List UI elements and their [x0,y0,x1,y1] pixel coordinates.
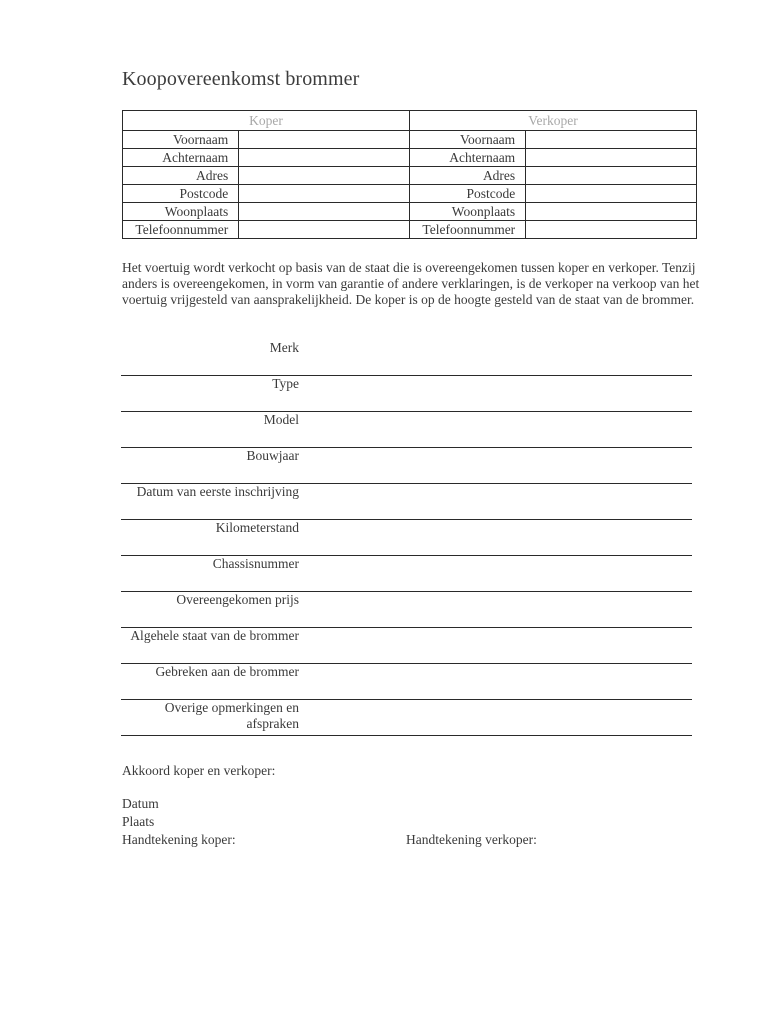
koper-postcode-field[interactable] [239,185,410,203]
koper-adres-label: Adres [123,167,239,185]
spec-label: Algehele staat van de brommer [130,628,299,643]
spec-row-merk [121,340,692,376]
signature-section [122,795,702,849]
koper-woonplaats-label: Woonplaats [123,203,239,221]
verkoper-achternaam-label: Achternaam [409,149,525,167]
spec-row-type [121,376,692,412]
spec-row-eerste-inschrijving [121,484,692,520]
buyer-signature-label: Handtekening koper: [122,832,236,847]
spec-row-chassisnummer [121,556,692,592]
date-label: Datum [122,796,159,811]
prijs-field[interactable] [306,592,692,626]
koper-header: Koper [123,111,410,131]
table-row [123,185,697,203]
spec-label: Type [272,376,299,391]
gebreken-field[interactable] [306,664,692,698]
verkoper-telefoonnummer-field[interactable] [526,221,697,239]
eerste-inschrijving-field[interactable] [306,484,692,518]
verkoper-telefoonnummer-label: Telefoonnummer [409,221,525,239]
spec-label: Bouwjaar [246,448,299,463]
intro-paragraph: Het voertuig wordt verkocht op basis van de staat die is overeengekomen tussen koper en verkoper. Tenzij anders is overeengekomen, in vorm van garantie of andere verklaringen, is de verkoper na verkoop van het voertuig vrijgesteld van aansprakelijkheid. De koper is op de hoogte gesteld van de staat van de brommer. [122,260,700,307]
verkoper-postcode-label: Postcode [409,185,525,203]
table-row [123,131,697,149]
spec-row-prijs [121,592,692,628]
verkoper-adres-label: Adres [409,167,525,185]
koper-telefoonnummer-field[interactable] [239,221,410,239]
vehicle-spec-list [121,340,692,736]
spec-row-gebreken [121,664,692,700]
spec-row-bouwjaar [121,448,692,484]
spec-label: Model [263,412,299,427]
table-row [123,203,697,221]
opmerkingen-field[interactable] [306,700,692,734]
verkoper-achternaam-field[interactable] [526,149,697,167]
table-row [123,221,697,239]
party-details-table [122,110,697,239]
spec-row-kilometerstand [121,520,692,556]
koper-achternaam-label: Achternaam [123,149,239,167]
seller-signature-label: Handtekening verkoper: [406,832,537,847]
koper-woonplaats-field[interactable] [239,203,410,221]
model-field[interactable] [306,412,692,446]
verkoper-adres-field[interactable] [526,167,697,185]
spec-label: Chassisnummer [212,556,299,571]
spec-label: Datum van eerste inschrijving [136,484,299,499]
spec-label: Kilometerstand [215,520,299,535]
spec-row-algehele-staat [121,628,692,664]
koper-adres-field[interactable] [239,167,410,185]
spec-label: Gebreken aan de brommer [155,664,299,679]
party-header-row [123,111,697,131]
verkoper-voornaam-label: Voornaam [409,131,525,149]
table-row [123,149,697,167]
koper-telefoonnummer-label: Telefoonnummer [123,221,239,239]
koper-achternaam-field[interactable] [239,149,410,167]
place-line [122,813,702,831]
verkoper-postcode-field[interactable] [526,185,697,203]
signature-line [122,831,702,849]
merk-field[interactable] [306,340,692,374]
koper-voornaam-label: Voornaam [123,131,239,149]
type-field[interactable] [306,376,692,410]
chassisnummer-field[interactable] [306,556,692,590]
verkoper-woonplaats-field[interactable] [526,203,697,221]
koper-voornaam-field[interactable] [239,131,410,149]
spec-row-opmerkingen [121,700,692,736]
place-label: Plaats [122,814,155,829]
spec-label: Overeengekomen prijs [176,592,299,607]
spec-row-model [121,412,692,448]
table-row [123,167,697,185]
algehele-staat-field[interactable] [306,628,692,662]
spec-label: Overige opmerkingen en afspraken [164,700,299,731]
agreement-label: Akkoord koper en verkoper: [122,763,276,778]
verkoper-voornaam-field[interactable] [526,131,697,149]
bouwjaar-field[interactable] [306,448,692,482]
date-line [122,795,702,813]
verkoper-header: Verkoper [409,111,696,131]
document-title: Koopovereenkomst brommer [122,68,360,90]
spec-label: Merk [269,340,299,355]
kilometerstand-field[interactable] [306,520,692,554]
koper-postcode-label: Postcode [123,185,239,203]
verkoper-woonplaats-label: Woonplaats [409,203,525,221]
